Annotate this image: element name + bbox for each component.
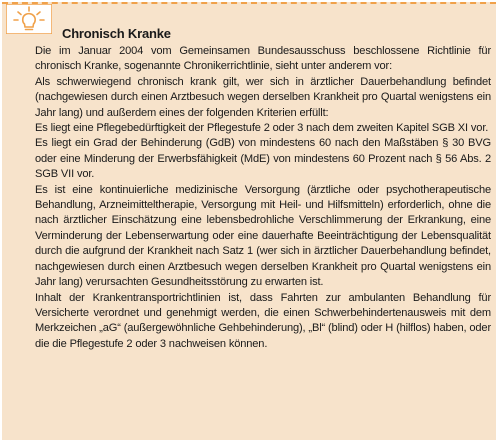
- paragraph-criterion-care-need: Es ist eine kontinuierliche medizinische Versorgung (ärztliche oder psychotherapeutische Behandlung, Arzneimitteltherapie, Versorgung mit Heil- und Hilfsmitteln) erforderlich, ohne die nach ärztlicher Einschätzung eine lebensbedrohliche Verschlimmerung der Erkrankung, eine Verminderung der Lebenserwartung oder eine dauerhafte Beeinträchtigung der Lebensqualität durch die aufgrund der Krankheit nach Satz 1 (wer sich in ärztlicher Dauerbehandlung befindet, nachgewiesen durch einen Arztbesuch wegen derselben Krankheit pro Quartal wenigstens ein Jahr lang) verursachten Gesundheitsstörung zu erwarten ist.: [35, 183, 491, 289]
- paragraph-criterion-disability: Es liegt ein Grad der Behinderung (GdB) von mindestens 60 nach den Maßstäben § 30 BVG oder eine Minderung der Erwerbsfähigkeit (MdE) von mindestens 60 Prozent nach § 56 Abs. 2 SGB VII vor.: [35, 137, 491, 181]
- lightbulb-icon: [6, 4, 52, 34]
- paragraph-criterion-care: Es liegt eine Pflegebedürftigkeit der Pflegestufe 2 oder 3 nach dem zweiten Kapitel SGB XI vor.: [35, 122, 489, 135]
- paragraph-transport: Inhalt der Krankentransportrichtlinien ist, dass Fahrten zur ambulanten Behandlung für Versicherte verordnet und genehmigt werden, die einen Schwerbehindertenausweis mit dem Merkzeichen „aG“ (außergewöhnliche Gehbehinderung), „Bl“ (blind) oder H (hilflos) haben, oder die die Pflegestufe 2 oder 3 nachweisen können.: [35, 291, 491, 350]
- info-box: [2, 2, 496, 440]
- box-body: [35, 44, 491, 352]
- paragraph-definition: Als schwerwiegend chronisch krank gilt, wer sich in ärztlicher Dauerbehandlung befindet (nachgewiesen durch einen Arztbesuch wegen derselben Krankheit pro Quartal wenigstens ein Jahr lang) und außerdem eines der folgenden Kriterien erfüllt:: [35, 75, 491, 119]
- box-title: Chronisch Kranke: [62, 26, 171, 41]
- paragraph-intro: Die im Januar 2004 vom Gemeinsamen Bundesausschuss beschlossene Richtlinie für chronisch Kranke, sogenannte Chronikerrichtlinie, sieht unter anderem vor:: [35, 45, 491, 73]
